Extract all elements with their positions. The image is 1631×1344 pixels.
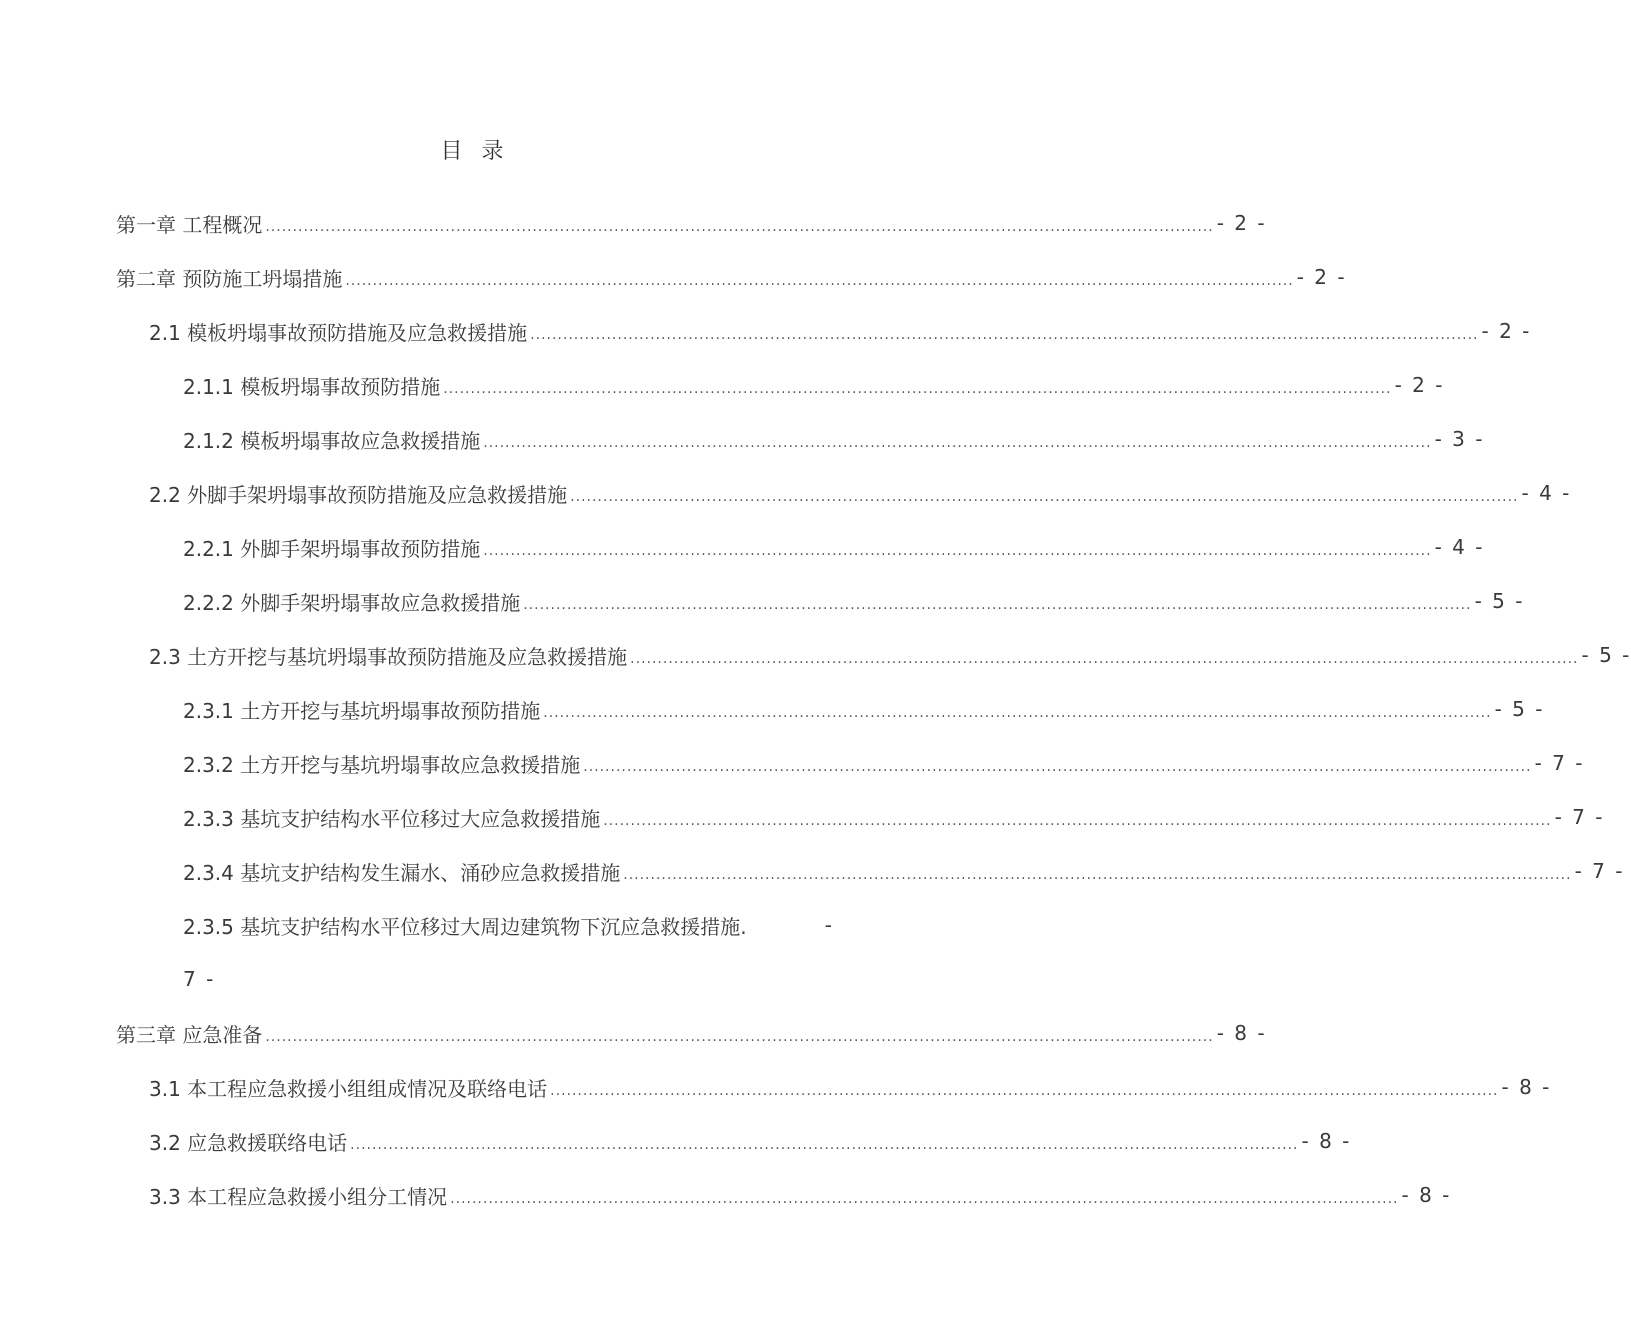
toc-entry-text: 第一章 工程概况 [116, 212, 263, 237]
toc-leader-dots: .............................................................................................................................................................................. [483, 435, 1432, 451]
toc-entry[interactable] [0, 844, 1625, 898]
toc-entry-text: 2.2.1 外脚手架坍塌事故预防措施 [183, 536, 481, 561]
toc-entry[interactable] [0, 628, 1631, 682]
toc-entry-text: 3.1 本工程应急救援小组组成情况及联络电话 [149, 1076, 548, 1101]
toc-entry-page: - 5 - [1494, 697, 1545, 721]
toc-leader-dots: .............................................................................................................................................................................. [623, 867, 1572, 883]
toc-title: 目 录 [440, 139, 510, 164]
toc-list [0, 196, 1631, 1222]
toc-entry[interactable] [0, 358, 1445, 412]
toc-leader-dots: .............................................................................................................................................................................. [443, 381, 1392, 397]
toc-entry-text: 第二章 预防施工坍塌措施 [116, 266, 343, 291]
toc-entry-text: 2.2 外脚手架坍塌事故预防措施及应急救援措施 [149, 482, 568, 507]
toc-leader-dots: .............................................................................................................................................................................. [550, 1083, 1499, 1099]
toc-entry[interactable] [0, 250, 1347, 304]
toc-leader-dots: .............................................................................................................................................................................. [345, 273, 1294, 289]
toc-leader-dots: .............................................................................................................................................................................. [530, 327, 1479, 343]
toc-entry-page: - 3 - [1434, 427, 1485, 451]
toc-entry-page: - 2 - [1216, 211, 1267, 235]
toc-entry-page: - 7 - [1554, 805, 1605, 829]
toc-entry[interactable] [0, 1006, 1267, 1060]
toc-leader-dots: .............................................................................................................................................................................. [265, 1029, 1214, 1045]
toc-leader-dots: .............................................................................................................................................................................. [543, 705, 1492, 721]
toc-entry-page: - [824, 913, 834, 937]
toc-entry-page: - 4 - [1434, 535, 1485, 559]
toc-entry-page: - 5 - [1474, 589, 1525, 613]
toc-entry[interactable] [0, 466, 1572, 520]
toc-entry-page: - 8 - [1401, 1183, 1452, 1207]
toc-leader-dots: .............................................................................................................................................................................. [630, 651, 1579, 667]
toc-leader-dots: .............................................................................................................................................................................. [583, 759, 1532, 775]
toc-entry[interactable] [0, 1060, 1552, 1114]
toc-entry-page: - 8 - [1301, 1129, 1352, 1153]
toc-leader-dots: .............................................................................................................................................................................. [450, 1191, 1399, 1207]
toc-leader-dots: .............................................................................................................................................................................. [265, 219, 1214, 235]
toc-entry-text: 2.1 模板坍塌事故预防措施及应急救援措施 [149, 320, 528, 345]
toc-entry-text: 3.3 本工程应急救援小组分工情况 [149, 1184, 448, 1209]
toc-entry-text: 2.2.2 外脚手架坍塌事故应急救援措施 [183, 590, 521, 615]
toc-entry-page: - 4 - [1521, 481, 1572, 505]
toc-entry-text: 2.1.1 模板坍塌事故预防措施 [183, 374, 441, 399]
toc-entry-page: - 5 - [1581, 643, 1631, 667]
toc-entry-page: - 8 - [1501, 1075, 1552, 1099]
toc-leader-dots: .............................................................................................................................................................................. [350, 1137, 1299, 1153]
toc-entry-page: - 2 - [1296, 265, 1347, 289]
toc-leader-dots: .............................................................................................................................................................................. [570, 489, 1519, 505]
toc-entry-page: - 2 - [1481, 319, 1532, 343]
toc-entry[interactable] [0, 1114, 1352, 1168]
toc-entry[interactable] [0, 682, 1545, 736]
toc-entry-text: 2.3.3 基坑支护结构水平位移过大应急救援措施 [183, 806, 601, 831]
toc-entry[interactable] [0, 304, 1532, 358]
toc-entry[interactable] [0, 898, 950, 952]
toc-entry-text: 2.3.5 基坑支护结构水平位移过大周边建筑物下沉应急救援措施. [183, 914, 747, 939]
toc-entry-text: 3.2 应急救援联络电话 [149, 1130, 348, 1155]
toc-entry-text: 2.1.2 模板坍塌事故应急救援措施 [183, 428, 481, 453]
toc-entry[interactable] [0, 574, 1525, 628]
toc-entry-page-continued: 7 - [183, 967, 216, 991]
toc-entry-text: 2.3.2 土方开挖与基坑坍塌事故应急救援措施 [183, 752, 581, 777]
toc-entry-page: - 7 - [1574, 859, 1625, 883]
toc-entry-page: - 8 - [1216, 1021, 1267, 1045]
toc-entry-text: 2.3 土方开挖与基坑坍塌事故预防措施及应急救援措施 [149, 644, 628, 669]
toc-entry[interactable] [0, 196, 1267, 250]
toc-entry-page: - 7 - [1534, 751, 1585, 775]
toc-leader-dots: .............................................................................................................................................................................. [603, 813, 1552, 829]
toc-entry[interactable] [0, 412, 1485, 466]
toc-entry-text: 2.3.4 基坑支护结构发生漏水、涌砂应急救援措施 [183, 860, 621, 885]
toc-entry[interactable] [0, 736, 1585, 790]
toc-entry[interactable] [0, 520, 1485, 574]
toc-entry[interactable] [0, 1168, 1452, 1222]
toc-leader-dots: .............................................................................................................................................................................. [523, 597, 1472, 613]
toc-entry-text: 2.3.1 土方开挖与基坑坍塌事故预防措施 [183, 698, 541, 723]
toc-entry-text: 第三章 应急准备 [116, 1022, 263, 1047]
toc-leader-dots: .............................................................................................................................................................................. [483, 543, 1432, 559]
toc-entry-page: - 2 - [1394, 373, 1445, 397]
toc-entry[interactable] [0, 790, 1605, 844]
